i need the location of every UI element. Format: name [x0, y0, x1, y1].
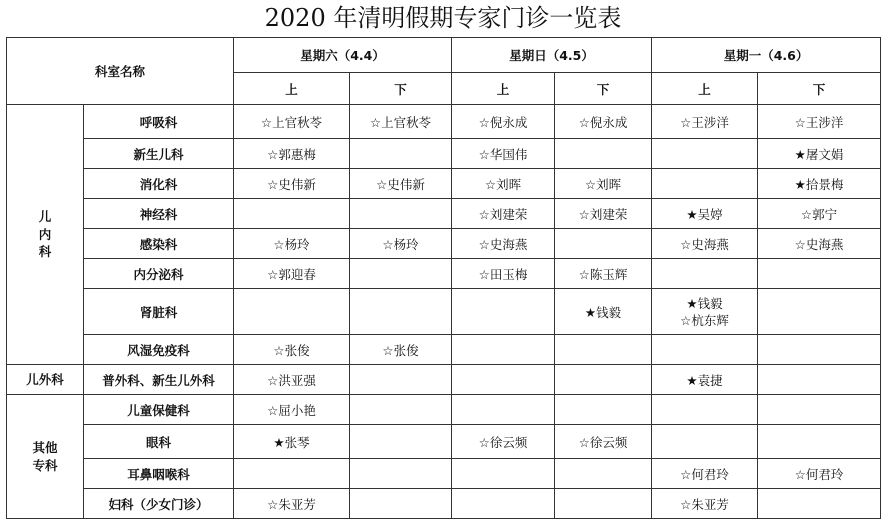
half-header: 上: [452, 73, 555, 105]
doctor-cell: ☆屈小艳: [234, 395, 350, 425]
group-label-pediatric-internal: 儿 内 科: [7, 105, 84, 365]
doctor-cell: ☆郭宁: [758, 199, 881, 229]
doctor-cell: [350, 139, 452, 169]
doctor-cell: [350, 199, 452, 229]
table-row: [7, 169, 881, 199]
doctor-cell: ☆史海燕: [758, 229, 881, 259]
page-title: 2020 年清明假期专家门诊一览表: [264, 4, 622, 32]
table-row: [7, 335, 881, 365]
half-header: 下: [350, 73, 452, 105]
schedule-body: [7, 105, 881, 519]
doctor-cell: [350, 395, 452, 425]
doctor-cell: ☆徐云频: [555, 425, 652, 459]
doctor-cell: [652, 139, 758, 169]
doctor-cell: ★张琴: [234, 425, 350, 459]
half-header: 上: [652, 73, 758, 105]
doctor-cell: ☆田玉梅: [452, 259, 555, 289]
doctor-cell: ☆王涉洋: [652, 105, 758, 139]
doctor-cell: ☆刘建荣: [452, 199, 555, 229]
doctor-cell: ☆何君玲: [758, 459, 881, 489]
doctor-cell: ☆王涉洋: [758, 105, 881, 139]
dept-name: 眼科: [84, 425, 234, 459]
doctor-cell: [555, 395, 652, 425]
dept-name: 呼吸科: [84, 105, 234, 139]
dept-name: 耳鼻咽喉科: [84, 459, 234, 489]
doctor-cell: [652, 289, 758, 335]
day-header-sun: 星期日（4.5）: [452, 38, 652, 73]
table-row: [7, 425, 881, 459]
doctor-cell: [452, 365, 555, 395]
dept-name: 内分泌科: [84, 259, 234, 289]
doctor-cell: ★吴婷: [652, 199, 758, 229]
doctor-cell: [555, 139, 652, 169]
doctor-cell: ☆上官秋苓: [350, 105, 452, 139]
doctor-cell: [452, 395, 555, 425]
half-header: 上: [234, 73, 350, 105]
doctor-cell: ☆倪永成: [452, 105, 555, 139]
doctor-cell: ☆郭惠梅: [234, 139, 350, 169]
doctor-cell: [652, 335, 758, 365]
doctor-cell: ☆朱亚芳: [234, 489, 350, 519]
doctor-name: ☆杭东辉: [680, 312, 729, 328]
doctor-cell: [555, 335, 652, 365]
doctor-cell: ☆郭迎春: [234, 259, 350, 289]
doctor-cell: [652, 425, 758, 459]
doctor-cell: ★屠文娟: [758, 139, 881, 169]
doctor-cell: ☆刘建荣: [555, 199, 652, 229]
doctor-cell: [555, 459, 652, 489]
dept-name: 风湿免疫科: [84, 335, 234, 365]
doctor-cell: ☆杨玲: [234, 229, 350, 259]
doctor-cell: ☆张俊: [234, 335, 350, 365]
group-label-pediatric-surgery: 儿外科: [7, 365, 84, 395]
doctor-cell: ☆史伟新: [350, 169, 452, 199]
dept-name: 消化科: [84, 169, 234, 199]
doctor-cell: ★袁捷: [652, 365, 758, 395]
doctor-cell: [350, 289, 452, 335]
doctor-cell: [652, 169, 758, 199]
doctor-cell: ☆杨玲: [350, 229, 452, 259]
doctor-cell: [234, 199, 350, 229]
doctor-cell: [652, 259, 758, 289]
doctor-cell: ☆倪永成: [555, 105, 652, 139]
doctor-cell: [350, 459, 452, 489]
table-row: [7, 459, 881, 489]
table-row: [7, 489, 881, 519]
doctor-cell: [758, 335, 881, 365]
group-label-other: 其他 专科: [7, 395, 84, 519]
doctor-cell: [758, 425, 881, 459]
doctor-cell: ★钱毅: [555, 289, 652, 335]
doctor-cell: [555, 365, 652, 395]
table-row: [7, 229, 881, 259]
dept-name: 新生儿科: [84, 139, 234, 169]
doctor-name: ★钱毅: [686, 295, 723, 311]
dept-name: 儿童保健科: [84, 395, 234, 425]
clinic-schedule-table: [6, 37, 881, 519]
table-row: [7, 105, 881, 139]
doctor-cell: [652, 395, 758, 425]
doctor-cell: [452, 489, 555, 519]
doctor-cell: [758, 289, 881, 335]
table-row: [7, 139, 881, 169]
doctor-cell: [758, 365, 881, 395]
dept-name: 感染科: [84, 229, 234, 259]
doctor-cell: [758, 395, 881, 425]
doctor-cell: [350, 259, 452, 289]
doctor-cell: [350, 425, 452, 459]
doctor-cell: ★拾景梅: [758, 169, 881, 199]
doctor-cell: [234, 459, 350, 489]
table-row: [7, 395, 881, 425]
doctor-cell: ☆刘晖: [555, 169, 652, 199]
doctor-cell: ☆朱亚芳: [652, 489, 758, 519]
doctor-cell: [350, 365, 452, 395]
table-row: [7, 259, 881, 289]
dept-name: 普外科、新生儿外科: [84, 365, 234, 395]
doctor-cell: [555, 229, 652, 259]
doctor-cell: [452, 335, 555, 365]
dept-name: 妇科（少女门诊）: [84, 489, 234, 519]
doctor-cell: [452, 289, 555, 335]
doctor-cell: ☆徐云频: [452, 425, 555, 459]
doctor-cell: ☆史伟新: [234, 169, 350, 199]
doctor-cell: [758, 489, 881, 519]
doctor-cell: ☆洪亚强: [234, 365, 350, 395]
doctor-cell: ☆何君玲: [652, 459, 758, 489]
doctor-cell: [555, 489, 652, 519]
dept-name: 神经科: [84, 199, 234, 229]
table-row: [7, 289, 881, 335]
doctor-cell: ☆华国伟: [452, 139, 555, 169]
day-header-sat: 星期六（4.4）: [234, 38, 452, 73]
doctor-cell: ☆上官秋苓: [234, 105, 350, 139]
table-row: [7, 199, 881, 229]
day-header-mon: 星期一（4.6）: [652, 38, 881, 73]
doctor-cell: [452, 459, 555, 489]
doctor-cell: ☆张俊: [350, 335, 452, 365]
doctor-cell: [758, 259, 881, 289]
table-row: [7, 365, 881, 395]
dept-name: 肾脏科: [84, 289, 234, 335]
doctor-cell: ☆史海燕: [452, 229, 555, 259]
half-header: 下: [555, 73, 652, 105]
doctor-cell: ☆陈玉辉: [555, 259, 652, 289]
doctor-cell: [350, 489, 452, 519]
doctor-cell: ☆刘晖: [452, 169, 555, 199]
dept-header: 科室名称: [7, 38, 234, 105]
doctor-cell: ☆史海燕: [652, 229, 758, 259]
half-header: 下: [758, 73, 881, 105]
doctor-cell: [234, 289, 350, 335]
